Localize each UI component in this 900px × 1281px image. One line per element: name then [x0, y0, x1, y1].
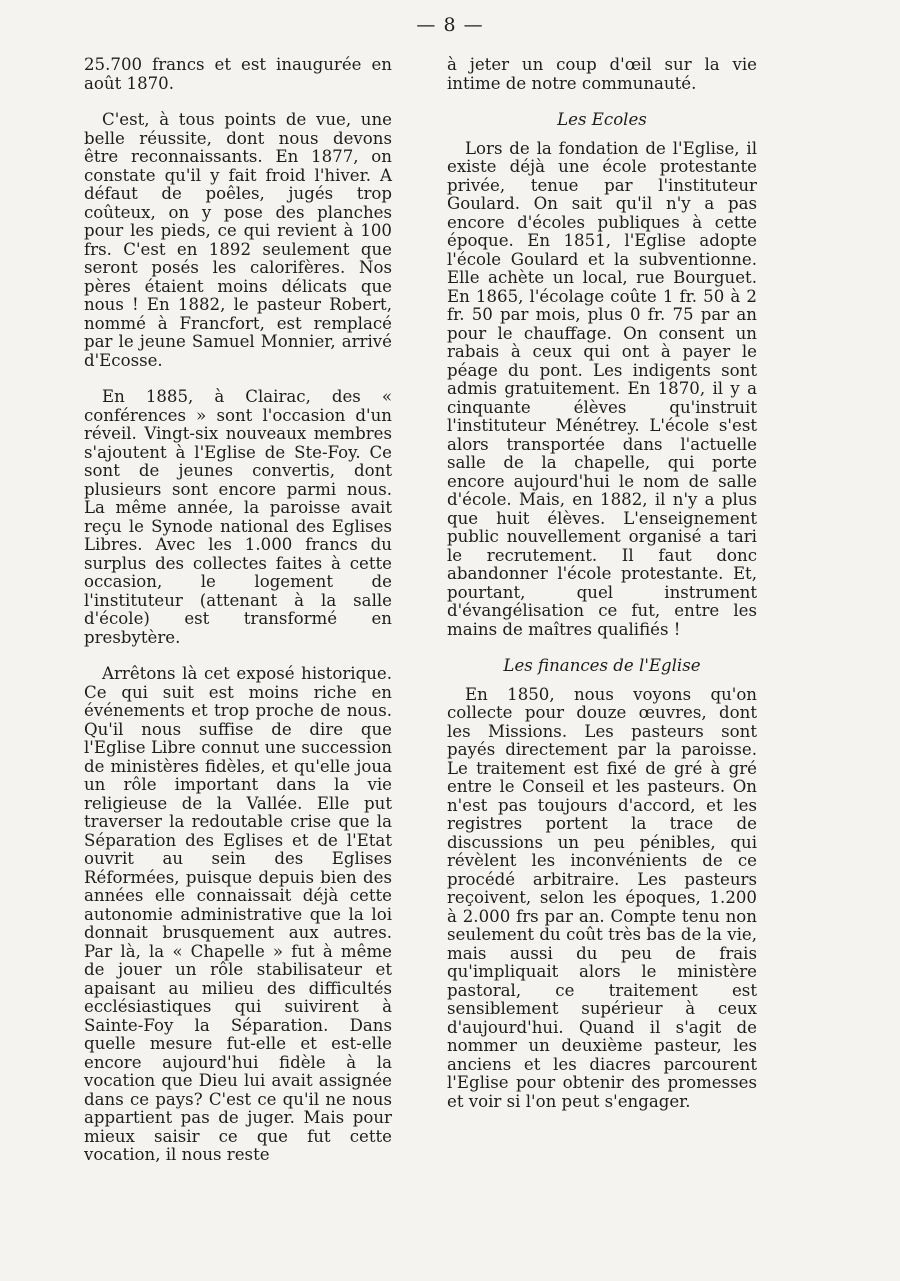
paragraph-continuation: à jeter un coup d'œil sur la vie intime de notre communauté. — [447, 55, 757, 93]
paragraph-clairac: En 1885, à Clairac, des « conférences » sont l'occasion d'un réveil. Vingt-six nouveaux membres s'ajoutent à l'Eglise de Ste-Foy. Ce sont de jeunes convertis, dont plusieurs sont encore parmi nous. La même année, la paroisse avait reçu le Synode national des Eglises Libres. Avec les 1.000 francs du surplus des collectes faites à cette occasion, le logement de l'instituteur (attenant à la salle d'école) est transformé en presbytère. — [84, 387, 392, 647]
paragraph-ecoles: Lors de la fondation de l'Eglise, il existe déjà une école protestante privée, tenue par l'instituteur Goulard. On sait qu'il n'y a pas encore d'écoles publiques à cette époque. En 1851, l'Eglise adopte l'école Goulard et la subventionne. Elle achète un local, rue Bourguet. En 1865, l'écolage coûte 1 fr. 50 à 2 fr. 50 par mois, plus 0 fr. 75 par an pour le chauffage. On consent un rabais à ceux qui ont à payer le péage du pont. Les indigents sont admis gratuitement. En 1870, il y a cinquante élèves qu'instruit l'instituteur Ménétrey. L'école s'est alors transportée dans l'actuelle salle de la chapelle, qui porte encore aujourd'hui le nom de salle d'école. Mais, en 1882, il n'y a plus que huit élèves. L'enseignement public nouvellement organisé a tari le recrutement. Il faut donc abandonner l'école protestante. Et, pourtant, quel instrument d'évangélisation ce fut, entre les mains de maîtres qualifiés ! — [447, 138, 757, 639]
paragraph-inauguration: 25.700 francs et est inaugurée en août 1870. — [84, 55, 392, 93]
paragraph-finances: En 1850, nous voyons qu'on collecte pour douze œuvres, dont les Missions. Les pasteurs sont payés directement par la paroisse. Le traitement est fixé de gré à gré entre le Conseil et les pasteurs. On n'est pas toujours d'accord, et les registres portent la trace de discussions un peu pénibles, qui révèlent les inconvénients de ce procédé arbitraire. Les pasteurs reçoivent, selon les époques, 1.200 à 2.000 frs par an. Compte tenu non seulement du coût très bas de la vie, mais aussi du peu de frais qu'impliquait alors le ministère pastoral, ce traitement est sensiblement supérieur à ceux d'aujourd'hui. Quand il s'agit de nommer un deuxième pasteur, les anciens et les diacres parcourent l'Eglise pour obtenir des promesses et voir si l'on peut s'engager. — [447, 684, 757, 1111]
left-column — [84, 56, 392, 1165]
section-heading-ecoles: Les Ecoles — [557, 110, 647, 129]
page-number: — 8 — — [416, 14, 484, 36]
right-column — [447, 56, 757, 1111]
paragraph-reussite: C'est, à tous points de vue, une belle réussite, dont nous devons être reconnaissants. En 1877, on constate qu'il y fait froid l'hiver. A défaut de poêles, jugés trop coûteux, on y pose des planches pour les pieds, ce qui revient à 100 frs. C'est en 1892 seulement que seront posés les calorifères. Nos pères étaient moins délicats que nous ! En 1882, le pasteur Robert, nommé à Francfort, est remplacé par le jeune Samuel Monnier, arrivé d'Ecosse. — [84, 110, 392, 370]
paragraph-expose-historique: Arrêtons là cet exposé historique. Ce qui suit est moins riche en événements et trop proche de nous. Qu'il nous suffise de dire que l'Eglise Libre connut une succession de ministères fidèles, et qu'elle joua un rôle important dans la vie religieuse de la Vallée. Elle put traverser la redoutable crise que la Séparation des Eglises et de l'Etat ouvrit au sein des Eglises Réformées, puisque depuis bien des années elle connaissait déjà cette autonomie administrative que la loi donnait brusquement aux autres. Par là, la « Chapelle » fut à même de jouer un rôle stabilisateur et apaisant au milieu des difficultés ecclésiastiques qui suivirent à Sainte-Foy la Séparation. Dans quelle mesure fut-elle et est-elle encore aujourd'hui fidèle à la vocation que Dieu lui avait assignée dans ce pays? C'est ce qu'il ne nous appartient pas de juger. Mais pour mieux saisir ce que fut cette vocation, il nous reste — [84, 664, 392, 1164]
section-heading-finances: Les finances de l'Eglise — [503, 656, 701, 675]
